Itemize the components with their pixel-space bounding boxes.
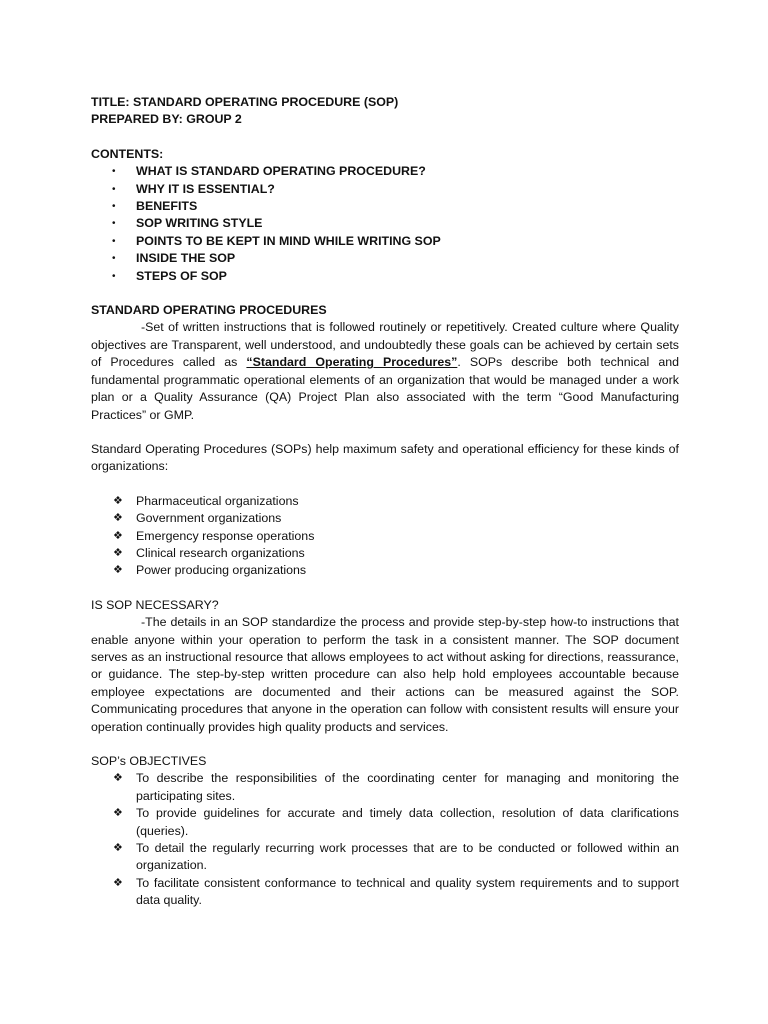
objective-item: ❖ To detail the regularly recurring work processes that are to be conducted or followed within an organization.: [113, 841, 679, 873]
bullet-icon: •: [112, 183, 116, 195]
diamond-bullet-icon: ❖: [113, 772, 123, 785]
sop-emphasis: “Standard Operating Procedures”: [246, 355, 458, 370]
objective-item: ❖ To provide guidelines for accurate and timely data collection, resolution of data clarifications (queries).: [113, 806, 679, 838]
bullet-icon: •: [112, 218, 116, 230]
bullet-icon: •: [112, 270, 116, 282]
contents-item: • SOP WRITING STYLE: [91, 215, 679, 232]
bullet-icon: •: [112, 201, 116, 213]
diamond-bullet-icon: ❖: [113, 876, 123, 889]
sop-heading: STANDARD OPERATING PROCEDURES: [91, 303, 327, 318]
bullet-icon: •: [112, 235, 116, 247]
objectives-list: [91, 770, 679, 909]
organization-item: ❖ Government organizations: [91, 510, 679, 527]
bullet-icon: •: [112, 166, 116, 178]
prepared-by: PREPARED BY: GROUP 2: [91, 112, 242, 127]
contents-item: • WHAT IS STANDARD OPERATING PROCEDURE?: [91, 163, 679, 180]
contents-item: • INSIDE THE SOP: [91, 250, 679, 267]
contents-list: [91, 163, 679, 285]
contents-item: • BENEFITS: [91, 198, 679, 215]
organizations-list: [91, 493, 679, 580]
bullet-icon: •: [112, 253, 116, 265]
diamond-bullet-icon: ❖: [113, 529, 123, 542]
objectives-heading: SOP’s OBJECTIVES: [91, 754, 207, 768]
necessary-paragraph: -The details in an SOP standardize the process and provide step-by-step how-to instructions that enable anyone within your operation to perform the task in a consistent manner. The SOP document serves as an instructional resource that allows employees to act without asking for directions, reassurance, or guidance. The step-by-step written procedure can also help hold employees accountable because employee expectations are documented and their actions can be measured against the SOP. Communicating procedures that anyone in the operation can follow with consistent results will ensure your operation continually provides high quality products and services.: [91, 615, 679, 734]
contents-item: • POINTS TO BE KEPT IN MIND WHILE WRITING SOP: [91, 233, 679, 250]
organization-item: ❖ Pharmaceutical organizations: [91, 493, 679, 510]
organization-item: ❖ Power producing organizations: [91, 562, 679, 579]
diamond-bullet-icon: ❖: [113, 494, 123, 507]
diamond-bullet-icon: ❖: [113, 564, 123, 577]
diamond-bullet-icon: ❖: [113, 546, 123, 559]
objective-item: ❖ To facilitate consistent conformance to technical and quality system requirements and to support data quality.: [113, 875, 679, 908]
organizations-intro: Standard Operating Procedures (SOPs) help maximum safety and operational efficiency for these kinds of organizations:: [91, 441, 679, 474]
contents-heading: CONTENTS:: [91, 146, 164, 161]
diamond-bullet-icon: ❖: [113, 807, 123, 820]
organization-item: ❖ Clinical research organizations: [91, 545, 679, 562]
organization-item: ❖ Emergency response operations: [91, 528, 679, 545]
sop-definition-paragraph: -Set of written instructions that is followed routinely or repetitively. Created culture where Quality objectives are Transparent, well understood, and undoubtedly these goals can be achieved by certain sets of Procedures called as “Standard Operating Procedures”. SOPs describe both technical and fundamental programmatic operational elements of an organization that would be managed under a work plan or a Quality Assurance (QA) Project Plan also associated with the term “Good Manufacturing Practices” or GMP.: [91, 320, 679, 422]
necessary-heading: IS SOP NECESSARY?: [91, 597, 219, 612]
diamond-bullet-icon: ❖: [113, 842, 123, 855]
objective-item: ❖ To describe the responsibilities of the coordinating center for managing and monitoring the participating sites.: [113, 771, 679, 803]
diamond-bullet-icon: ❖: [113, 512, 123, 525]
contents-item: • WHY IT IS ESSENTIAL?: [91, 181, 679, 198]
contents-item: • STEPS OF SOP: [91, 268, 679, 285]
document-title: TITLE: STANDARD OPERATING PROCEDURE (SOP): [91, 95, 399, 109]
